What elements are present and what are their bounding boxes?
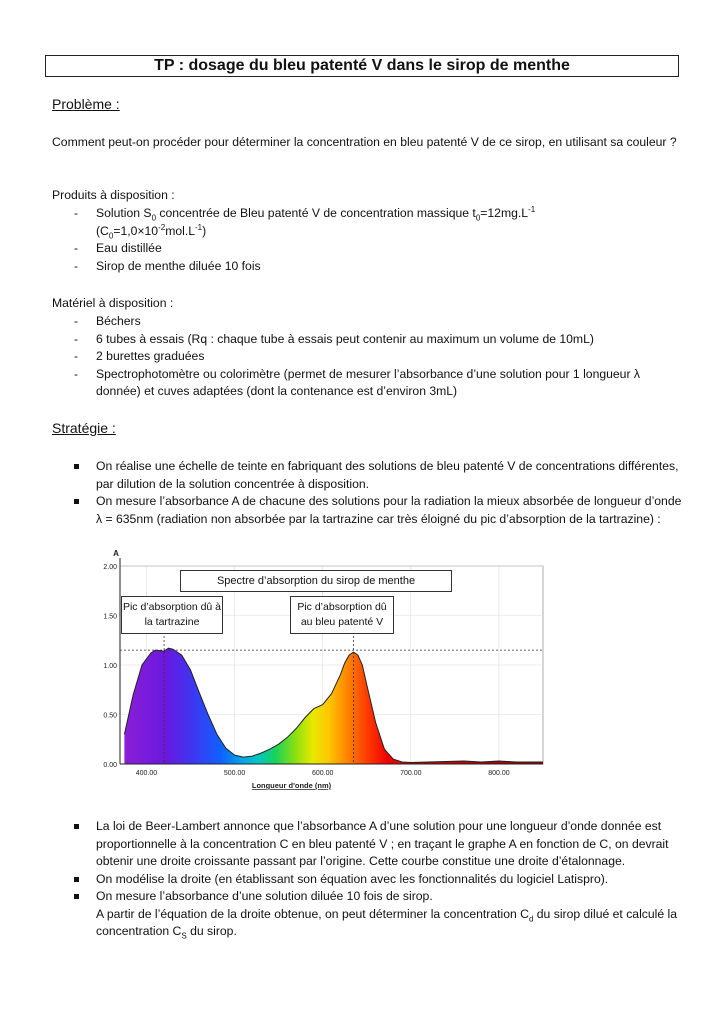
y-tick-label: 1.00 (103, 663, 117, 670)
page-title: TP : dosage du bleu patenté V dans le sirop de menthe (45, 55, 679, 77)
x-tick-label: 500.00 (223, 770, 246, 777)
x-tick-label: 800.00 (488, 770, 510, 777)
list-item: - Eau distillée (74, 241, 162, 255)
list-item: La loi de Beer-Lambert annonce que l’absorbance A d’une solution pour une longueur d’onde donnée est proportionnelle à la concentration C en bleu patenté V ; en traçant le graphe A en fonction de C, on devrait obtenir une droite croissante passant par l’origine. Cette courbe constitue une droite d’étalonnage. (52, 818, 682, 871)
materiel-heading: Matériel à disposition : (52, 296, 174, 310)
produits-list (52, 205, 682, 275)
bleu-annotation: Pic d’absorption dû au bleu patenté V (290, 596, 394, 634)
tartrazine-annotation: Pic d’absorption dû à la tartrazine (121, 596, 223, 634)
list-item: - Solution $S_0$ concentrée de Bleu patenté V de concentration massique $t_0=12mg.L^{-1}$ $(C_0=1,0\times 10^{-2}mol.L^{-1})$ (74, 204, 536, 240)
bullet-icon (74, 824, 79, 829)
x-axis-label: Longueur d'onde (nm) (251, 781, 332, 790)
bullet-icon (74, 894, 79, 899)
y-tick-label: 0.50 (103, 712, 117, 720)
list-item: On réalise une échelle de teinte en fabriquant des solutions de bleu patenté V de concentrations différentes, par dilution de la solution concentrée à disposition. (52, 458, 682, 493)
list-item: - 6 tubes à essais (Rq : chaque tube à essais peut contenir au maximum un volume de 10mL) (74, 331, 594, 346)
y-tick-label: 1.50 (103, 613, 117, 621)
list-item: - 2 burettes graduées (74, 349, 205, 363)
chart-title: Spectre d’absorption du sirop de menthe (180, 570, 452, 592)
materiel-list (52, 313, 682, 401)
list-item: On modélise la droite (en établissant son équation avec les fonctionnalités du logiciel Latispro). (52, 871, 682, 889)
list-item: - Béchers (74, 314, 141, 328)
produits-heading: Produits à disposition : (52, 188, 175, 202)
list-item: - Spectrophotomètre ou colorimètre (permet de mesurer l’absorbance d’une solution pour 1 longueur λ donnée) et cuves adaptées (dont la contenance est d’environ 3mL) (74, 366, 640, 398)
y-tick-label: 2.00 (103, 564, 117, 571)
strategie-list-top (52, 458, 682, 528)
strategie-heading: Stratégie : (52, 420, 116, 436)
list-item: - Sirop de menthe diluée 10 fois (74, 258, 261, 273)
bullet-icon (74, 464, 79, 469)
list-item: On mesure l’absorbance d’une solution diluée 10 fois de sirop. A partir de l’équation de la droite obtenue, on peut déterminer la concentration $C_d$ du sirop dilué et calculé la concentration $C_S$ du sirop. (52, 888, 682, 941)
y-tick-label: 0.00 (103, 762, 117, 769)
x-tick-label: 600.00 (311, 770, 334, 777)
absorption-spectrum-chart (95, 548, 555, 798)
x-tick-label: 700.00 (400, 770, 422, 777)
strategie-list-bottom (52, 818, 682, 941)
y-axis-label: A (113, 549, 119, 558)
bullet-icon (74, 499, 79, 504)
probleme-heading: Problème : (52, 96, 120, 112)
x-tick-label: 400.00 (135, 770, 158, 777)
probleme-question: Comment peut-on procéder pour déterminer la concentration en bleu patenté V de ce sirop, en utilisant sa couleur ? (52, 135, 677, 149)
bullet-icon (74, 877, 79, 882)
list-item: On mesure l’absorbance A de chacune des solutions pour la radiation la mieux absorbée de longueur d’onde λ = 635nm (radiation non absorbée par la tartrazine car très éloigné du pic d’absorption de la tartrazine) : (52, 493, 682, 528)
